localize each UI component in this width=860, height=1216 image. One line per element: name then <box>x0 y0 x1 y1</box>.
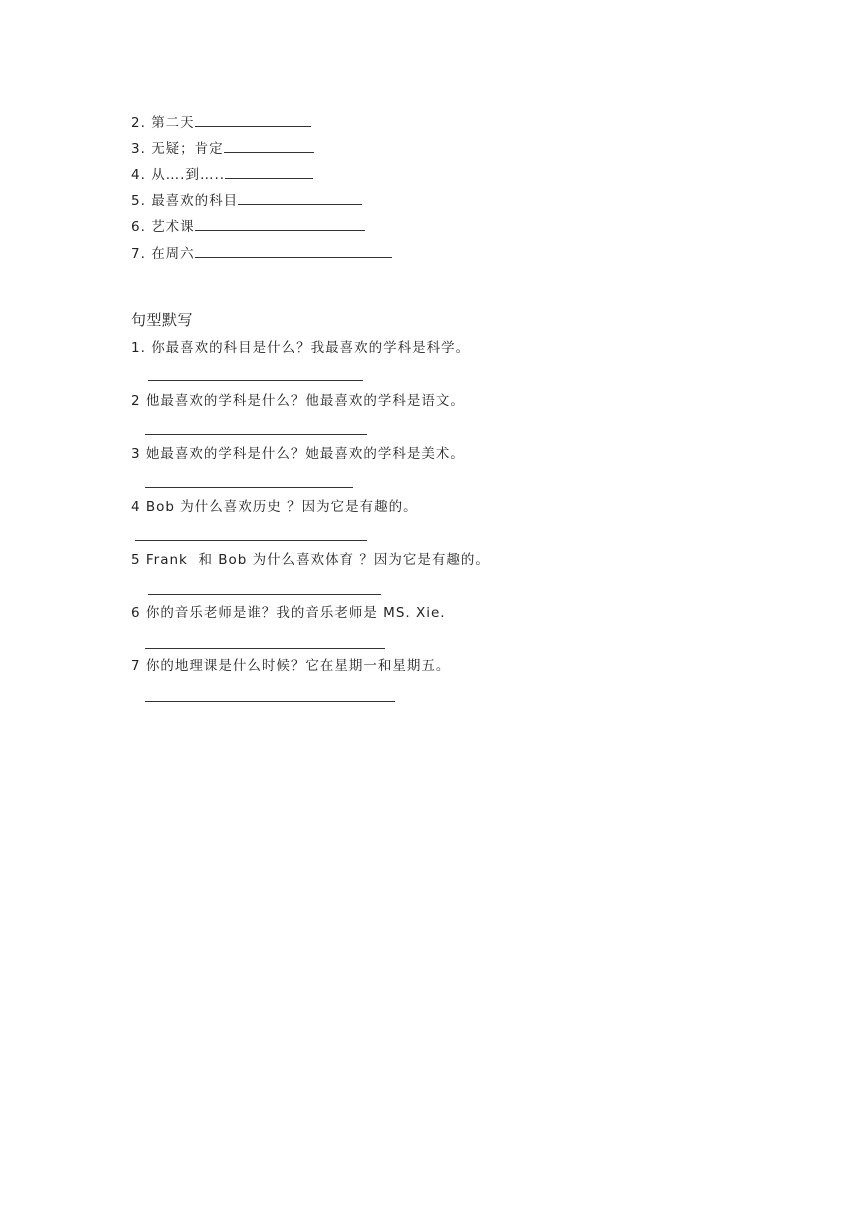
sentence-text: 她最喜欢的学科是什么？她最喜欢的学科是美术。 <box>145 446 465 462</box>
section-heading: 句型默写 <box>131 311 194 329</box>
sentence-item-6 <box>131 604 446 622</box>
sentence-item-4 <box>131 498 418 516</box>
sentence-number: 1. <box>131 340 146 356</box>
vocab-number: 3. <box>131 141 146 157</box>
vocab-number: 4. <box>131 167 146 183</box>
sentence-text: Bob 为什么喜欢历史 ？因为它是有趣的。 <box>145 499 418 515</box>
vocab-text: 无疑；肯定 <box>151 141 224 157</box>
vocab-item-2 <box>131 112 311 132</box>
sentence-answer-line[interactable] <box>148 380 363 381</box>
vocab-answer-blank[interactable] <box>195 216 365 231</box>
sentence-number: 4 <box>131 499 141 515</box>
sentence-text: Frank 和 Bob 为什么喜欢体育 ？因为它是有趣的。 <box>145 552 490 568</box>
vocab-answer-blank[interactable] <box>225 164 313 179</box>
sentence-number: 7 <box>131 658 141 674</box>
vocab-item-3 <box>131 138 314 158</box>
vocab-number: 2. <box>131 115 146 131</box>
sentence-answer-line[interactable] <box>135 540 367 541</box>
sentence-item-2 <box>131 392 465 410</box>
sentence-answer-line[interactable] <box>145 648 385 649</box>
sentence-answer-line[interactable] <box>148 594 381 595</box>
vocab-number: 7. <box>131 246 146 262</box>
sentence-text: 你的音乐老师是谁？我的音乐老师是 MS. Xie. <box>145 605 446 621</box>
sentence-text: 他最喜欢的学科是什么？他最喜欢的学科是语文。 <box>145 393 465 409</box>
sentence-text: 你最喜欢的科目是什么？我最喜欢的学科是科学。 <box>151 340 471 356</box>
sentence-item-7 <box>131 657 450 675</box>
vocab-text: 第二天 <box>151 115 195 131</box>
sentence-number: 5 <box>131 552 141 568</box>
vocab-answer-blank[interactable] <box>195 112 311 127</box>
vocab-text: 艺术课 <box>151 219 195 235</box>
vocab-answer-blank[interactable] <box>195 243 392 258</box>
sentence-number: 2 <box>131 393 141 409</box>
vocab-text: 最喜欢的科目 <box>151 193 239 209</box>
sentence-answer-line[interactable] <box>145 487 353 488</box>
sentence-item-3 <box>131 445 465 463</box>
sentence-item-5 <box>131 551 490 569</box>
vocab-item-6 <box>131 216 365 236</box>
sentence-text: 你的地理课是什么时候？它在星期一和星期五。 <box>145 658 451 674</box>
vocab-item-4 <box>131 164 313 184</box>
sentence-number: 3 <box>131 446 141 462</box>
sentence-item-1 <box>131 339 470 357</box>
sentence-answer-line[interactable] <box>145 701 395 702</box>
vocab-text: 在周六 <box>151 246 195 262</box>
vocab-answer-blank[interactable] <box>238 190 362 205</box>
vocab-number: 5. <box>131 193 146 209</box>
vocab-item-7 <box>131 243 392 263</box>
sentence-answer-line[interactable] <box>145 434 367 435</box>
vocab-item-5 <box>131 190 362 210</box>
vocab-answer-blank[interactable] <box>224 138 314 153</box>
vocab-text: 从….到….. <box>151 167 226 183</box>
sentence-number: 6 <box>131 605 141 621</box>
vocab-number: 6. <box>131 219 146 235</box>
